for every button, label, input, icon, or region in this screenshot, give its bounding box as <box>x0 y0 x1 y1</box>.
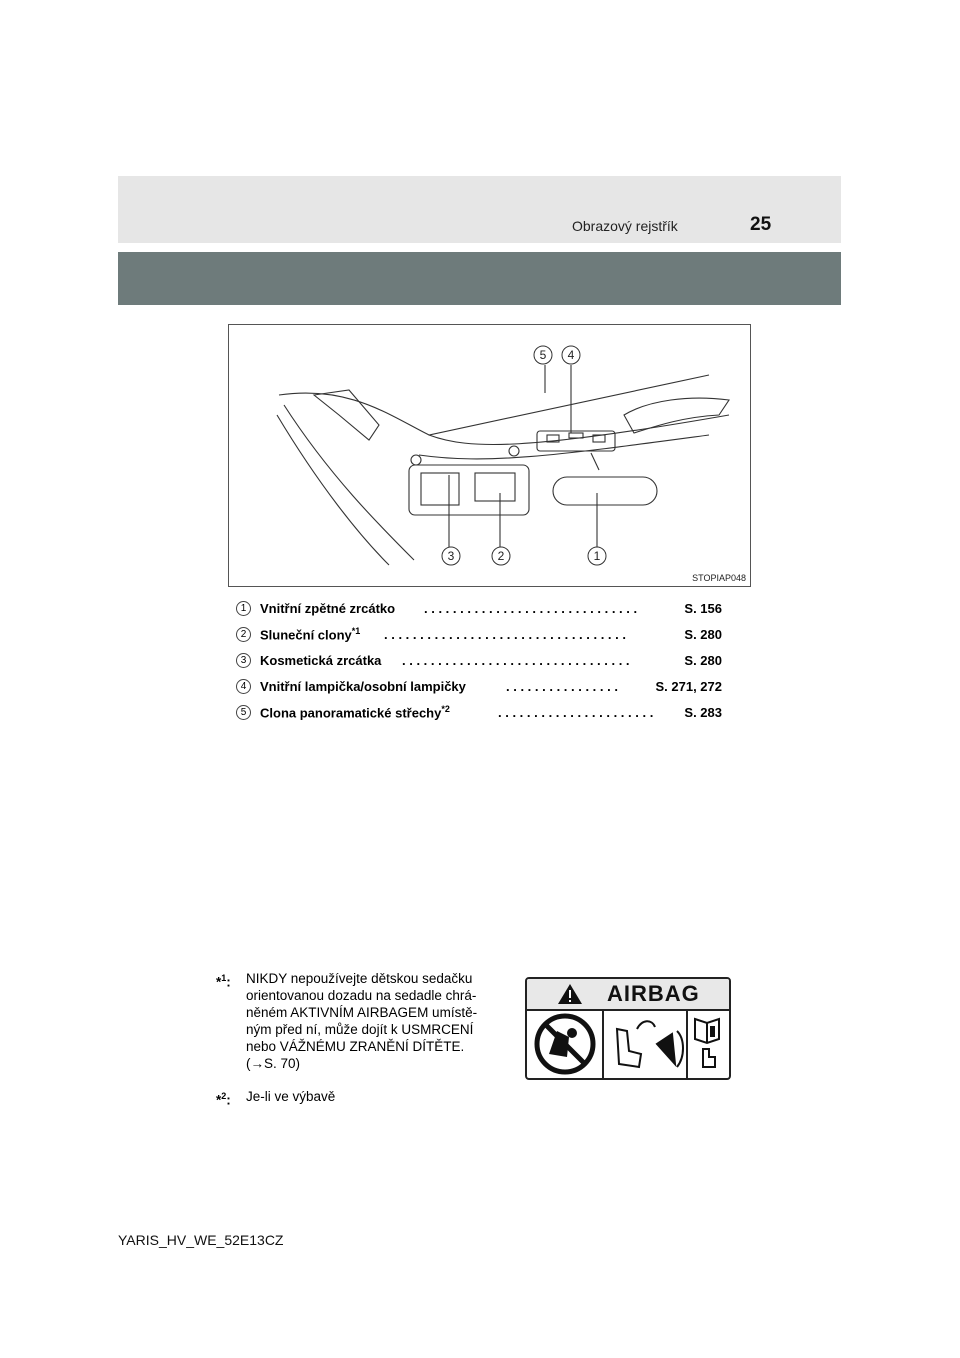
legend-item: 2 Sluneční clony$^{*1}$ . . . . . . . . . . . . . . . . . . . . . . . . . . . . . . . . . . S. 280 <box>236 624 722 644</box>
legend-item: 5 Clona panoramatické střechy$^{*2}$ . . . . . . . . . . . . . . . . . . . . . . S. 283 <box>236 702 722 722</box>
no-rear-facing-child-seat-icon <box>537 1016 593 1072</box>
legend-label: Vnitřní zpětné zrcátko <box>260 600 396 616</box>
airbag-deploy-icon <box>617 1021 683 1067</box>
legend-label: Sluneční clony$^{*1}$ <box>260 625 361 643</box>
rearview-mirror-shape <box>553 477 657 505</box>
footnote-mark: *$^1$: <box>216 973 231 990</box>
header-band <box>118 176 841 243</box>
legend-label: Kosmetická zrcátka <box>260 652 382 668</box>
interior-figure <box>228 324 751 587</box>
read-manual-icon <box>695 1019 719 1067</box>
legend-label: Clona panoramatické střechy$^{*2}$ <box>260 703 450 721</box>
legend-page-ref[interactable]: S. 280 <box>684 652 722 668</box>
vanity-mirror-shape <box>421 473 459 505</box>
legend-item: 3 Kosmetická zrcátka . . . . . . . . . . . . . . . . . . . . . . . . . . . . . . . . S. 280 <box>236 650 722 670</box>
callout-4-text: 4 <box>567 348 575 362</box>
airbag-warning-label <box>525 977 731 1080</box>
legend-number: 1 <box>236 601 251 616</box>
legend-label: Vnitřní lampička/osobní lampičky <box>260 678 466 694</box>
legend-page-ref[interactable]: S. 156 <box>684 600 722 616</box>
airbag-title: AIRBAG <box>607 981 700 1006</box>
legend-number: 4 <box>236 679 251 694</box>
callout-3-text: 3 <box>447 549 455 563</box>
legend-page-ref[interactable]: S. 271, 272 <box>655 678 722 694</box>
header-bar <box>118 252 841 305</box>
legend-page-ref[interactable]: S. 283 <box>684 704 722 720</box>
callout-1-text: 1 <box>593 549 601 563</box>
document-code: YARIS_HV_WE_52E13CZ <box>118 1232 284 1248</box>
page-number: 25 <box>750 214 772 235</box>
legend-page-ref[interactable]: S. 280 <box>684 626 722 642</box>
warning-triangle-icon <box>557 982 583 1006</box>
figure-code: STOPIAP048 <box>692 573 746 583</box>
callout-5-text: 5 <box>539 348 547 362</box>
interior-illustration <box>229 325 750 586</box>
callout-2-text: 2 <box>497 549 505 563</box>
visor-panel-shape <box>475 473 515 501</box>
legend-number: 3 <box>236 653 251 668</box>
footnote-text: Je-li ve výbavě <box>246 1089 336 1104</box>
legend-number: 2 <box>236 627 251 642</box>
legend-item: 4 Vnitřní lampička/osobní lampičky . . . . . . . . . . . . . . . . S. 271, 272 <box>236 676 722 696</box>
legend-item: 1 Vnitřní zpětné zrcátko . . . . . . . . . . . . . . . . . . . . . . . . . . . . . . S. 156 <box>236 598 722 618</box>
section-title: Obrazový rejstřík <box>572 218 678 234</box>
footnote-text: NIKDY nepoužívejte dětskou sedačku orientovanou dozadu na sedadle chrá- něném AKTIVNÍM AIRBAGEM umístě- ným před ní, může dojít k USMRCENÍ nebo VÁŽNÉMU ZRANĚNÍ DÍTĚTE. (→S. 70) <box>246 971 478 1071</box>
legend-number: 5 <box>236 705 251 720</box>
footnote-mark: *$^2$: <box>216 1091 231 1108</box>
